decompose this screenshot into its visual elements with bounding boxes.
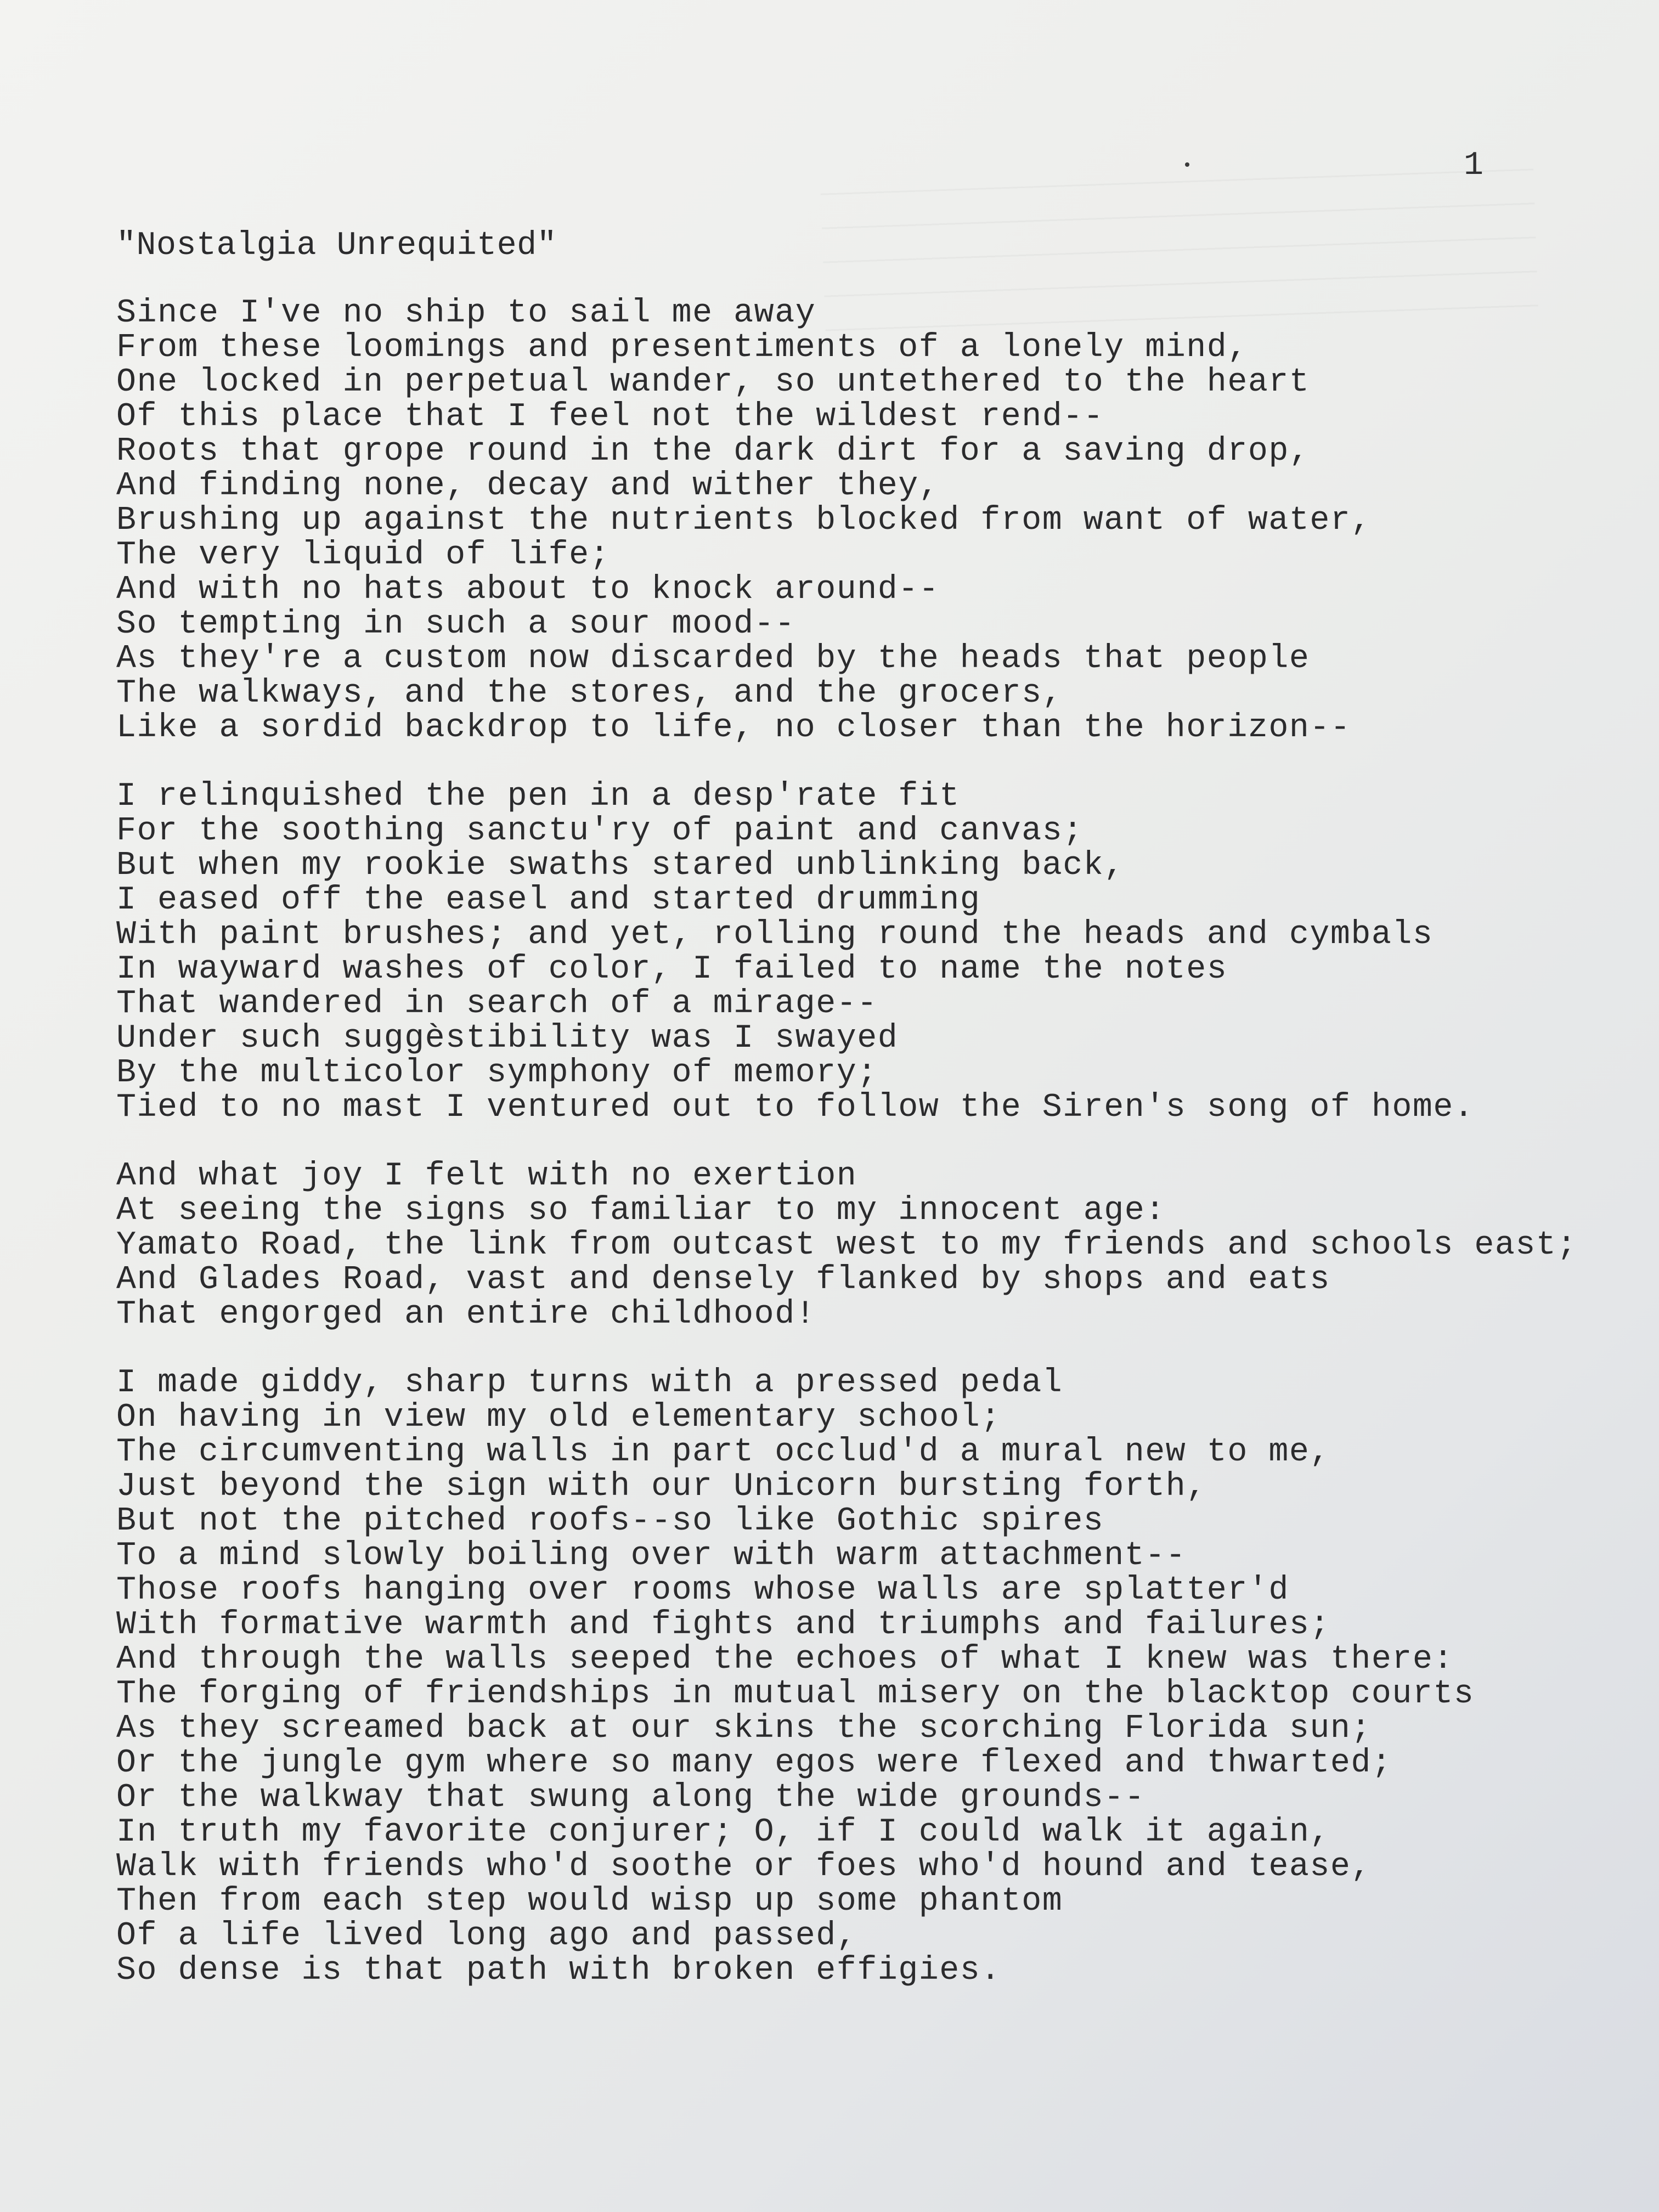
poem-line: With paint brushes; and yet, rolling round the heads and cymbals <box>116 916 1434 953</box>
poem-line: Or the walkway that swung along the wide grounds-- <box>116 1779 1146 1816</box>
poem-line: Of this place that I feel not the wildest rend-- <box>116 398 1104 436</box>
poem-line: As they screamed back at our skins the scorching Florida sun; <box>116 1710 1372 1747</box>
poem-line: I relinquished the pen in a desp'rate fit <box>116 778 960 815</box>
poem-line: Roots that grope round in the dark dirt for a saving drop, <box>116 433 1310 470</box>
poem-line: That wandered in search of a mirage-- <box>116 985 878 1023</box>
poem-line: By the multicolor symphony of memory; <box>116 1054 878 1092</box>
poem-line: One locked in perpetual wander, so untethered to the heart <box>116 364 1310 401</box>
stanza <box>116 1159 1630 1332</box>
poem-line: For the soothing sanctu'ry of paint and canvas; <box>116 812 1084 850</box>
poem-line: The forging of friendships in mutual misery on the blacktop courts <box>116 1675 1475 1713</box>
poem-line: At seeing the signs so familiar to my innocent age: <box>116 1192 1166 1229</box>
poem-line: Tied to no mast I ventured out to follow the Siren's song of home. <box>116 1089 1475 1126</box>
poem-line: And finding none, decay and wither they, <box>116 467 940 505</box>
poem-line: To a mind slowly boiling over with warm attachment-- <box>116 1537 1187 1575</box>
poem-line: Yamato Road, the link from outcast west to my friends and schools east; <box>116 1227 1577 1264</box>
poem-line: Brushing up against the nutrients blocked from want of water, <box>116 502 1372 539</box>
poem-line: In wayward washes of color, I failed to name the notes <box>116 951 1228 988</box>
poem-line: And with no hats about to knock around-- <box>116 571 940 608</box>
poem-line: But when my rookie swaths stared unblinking back, <box>116 847 1125 884</box>
poem-line: I eased off the easel and started drumming <box>116 882 981 919</box>
poem-line: On having in view my old elementary school; <box>116 1399 1001 1436</box>
poem-line: Walk with friends who'd soothe or foes who'd hound and tease, <box>116 1848 1372 1886</box>
poem-line: So dense is that path with broken effigies. <box>116 1952 1001 1989</box>
poem-line: So tempting in such a sour mood-- <box>116 606 795 643</box>
poem-line: The circumventing walls in part occlud'd a mural new to me, <box>116 1434 1330 1471</box>
poem-line: In truth my favorite conjurer; O, if I could walk it again, <box>116 1814 1330 1851</box>
poem-line: The very liquid of life; <box>116 537 611 574</box>
page-number: 1 <box>1464 147 1484 184</box>
poem-line: And what joy I felt with no exertion <box>116 1158 857 1195</box>
poem-line: I made giddy, sharp turns with a pressed pedal <box>116 1364 1063 1402</box>
poem-line: Under such suggèstibility was I swayed <box>116 1020 899 1057</box>
poem-line: Those roofs hanging over rooms whose walls are splatter'd <box>116 1572 1289 1609</box>
poem-line: From these loomings and presentiments of a lonely mind, <box>116 329 1248 366</box>
poem-line: Then from each step would wisp up some phantom <box>116 1883 1063 1920</box>
poem-line: The walkways, and the stores, and the grocers, <box>116 675 1063 712</box>
poem-line: And through the walls seeped the echoes of what I knew was there: <box>116 1641 1454 1678</box>
poem-line: As they're a custom now discarded by the heads that people <box>116 640 1310 678</box>
stanza <box>116 780 1630 1125</box>
poem-line: That engorged an entire childhood! <box>116 1296 816 1333</box>
poem-body <box>116 296 1630 2022</box>
poem-line: Or the jungle gym where so many egos were flexed and thwarted; <box>116 1745 1392 1782</box>
poem-line: Like a sordid backdrop to life, no closer than the horizon-- <box>116 709 1351 747</box>
poem-title: "Nostalgia Unrequited" <box>116 227 557 264</box>
stanza <box>116 1366 1630 1988</box>
poem-line: Just beyond the sign with our Unicorn bursting forth, <box>116 1468 1207 1505</box>
ink-speck <box>1185 162 1189 167</box>
poem-line: Since I've no ship to sail me away <box>116 295 816 332</box>
poem-line: And Glades Road, vast and densely flanked by shops and eats <box>116 1261 1330 1299</box>
poem-line: But not the pitched roofs--so like Gothic spires <box>116 1503 1104 1540</box>
stanza <box>116 296 1630 746</box>
poem-line: Of a life lived long ago and passed, <box>116 1917 857 1955</box>
poem-line: With formative warmth and fights and triumphs and failures; <box>116 1606 1330 1644</box>
